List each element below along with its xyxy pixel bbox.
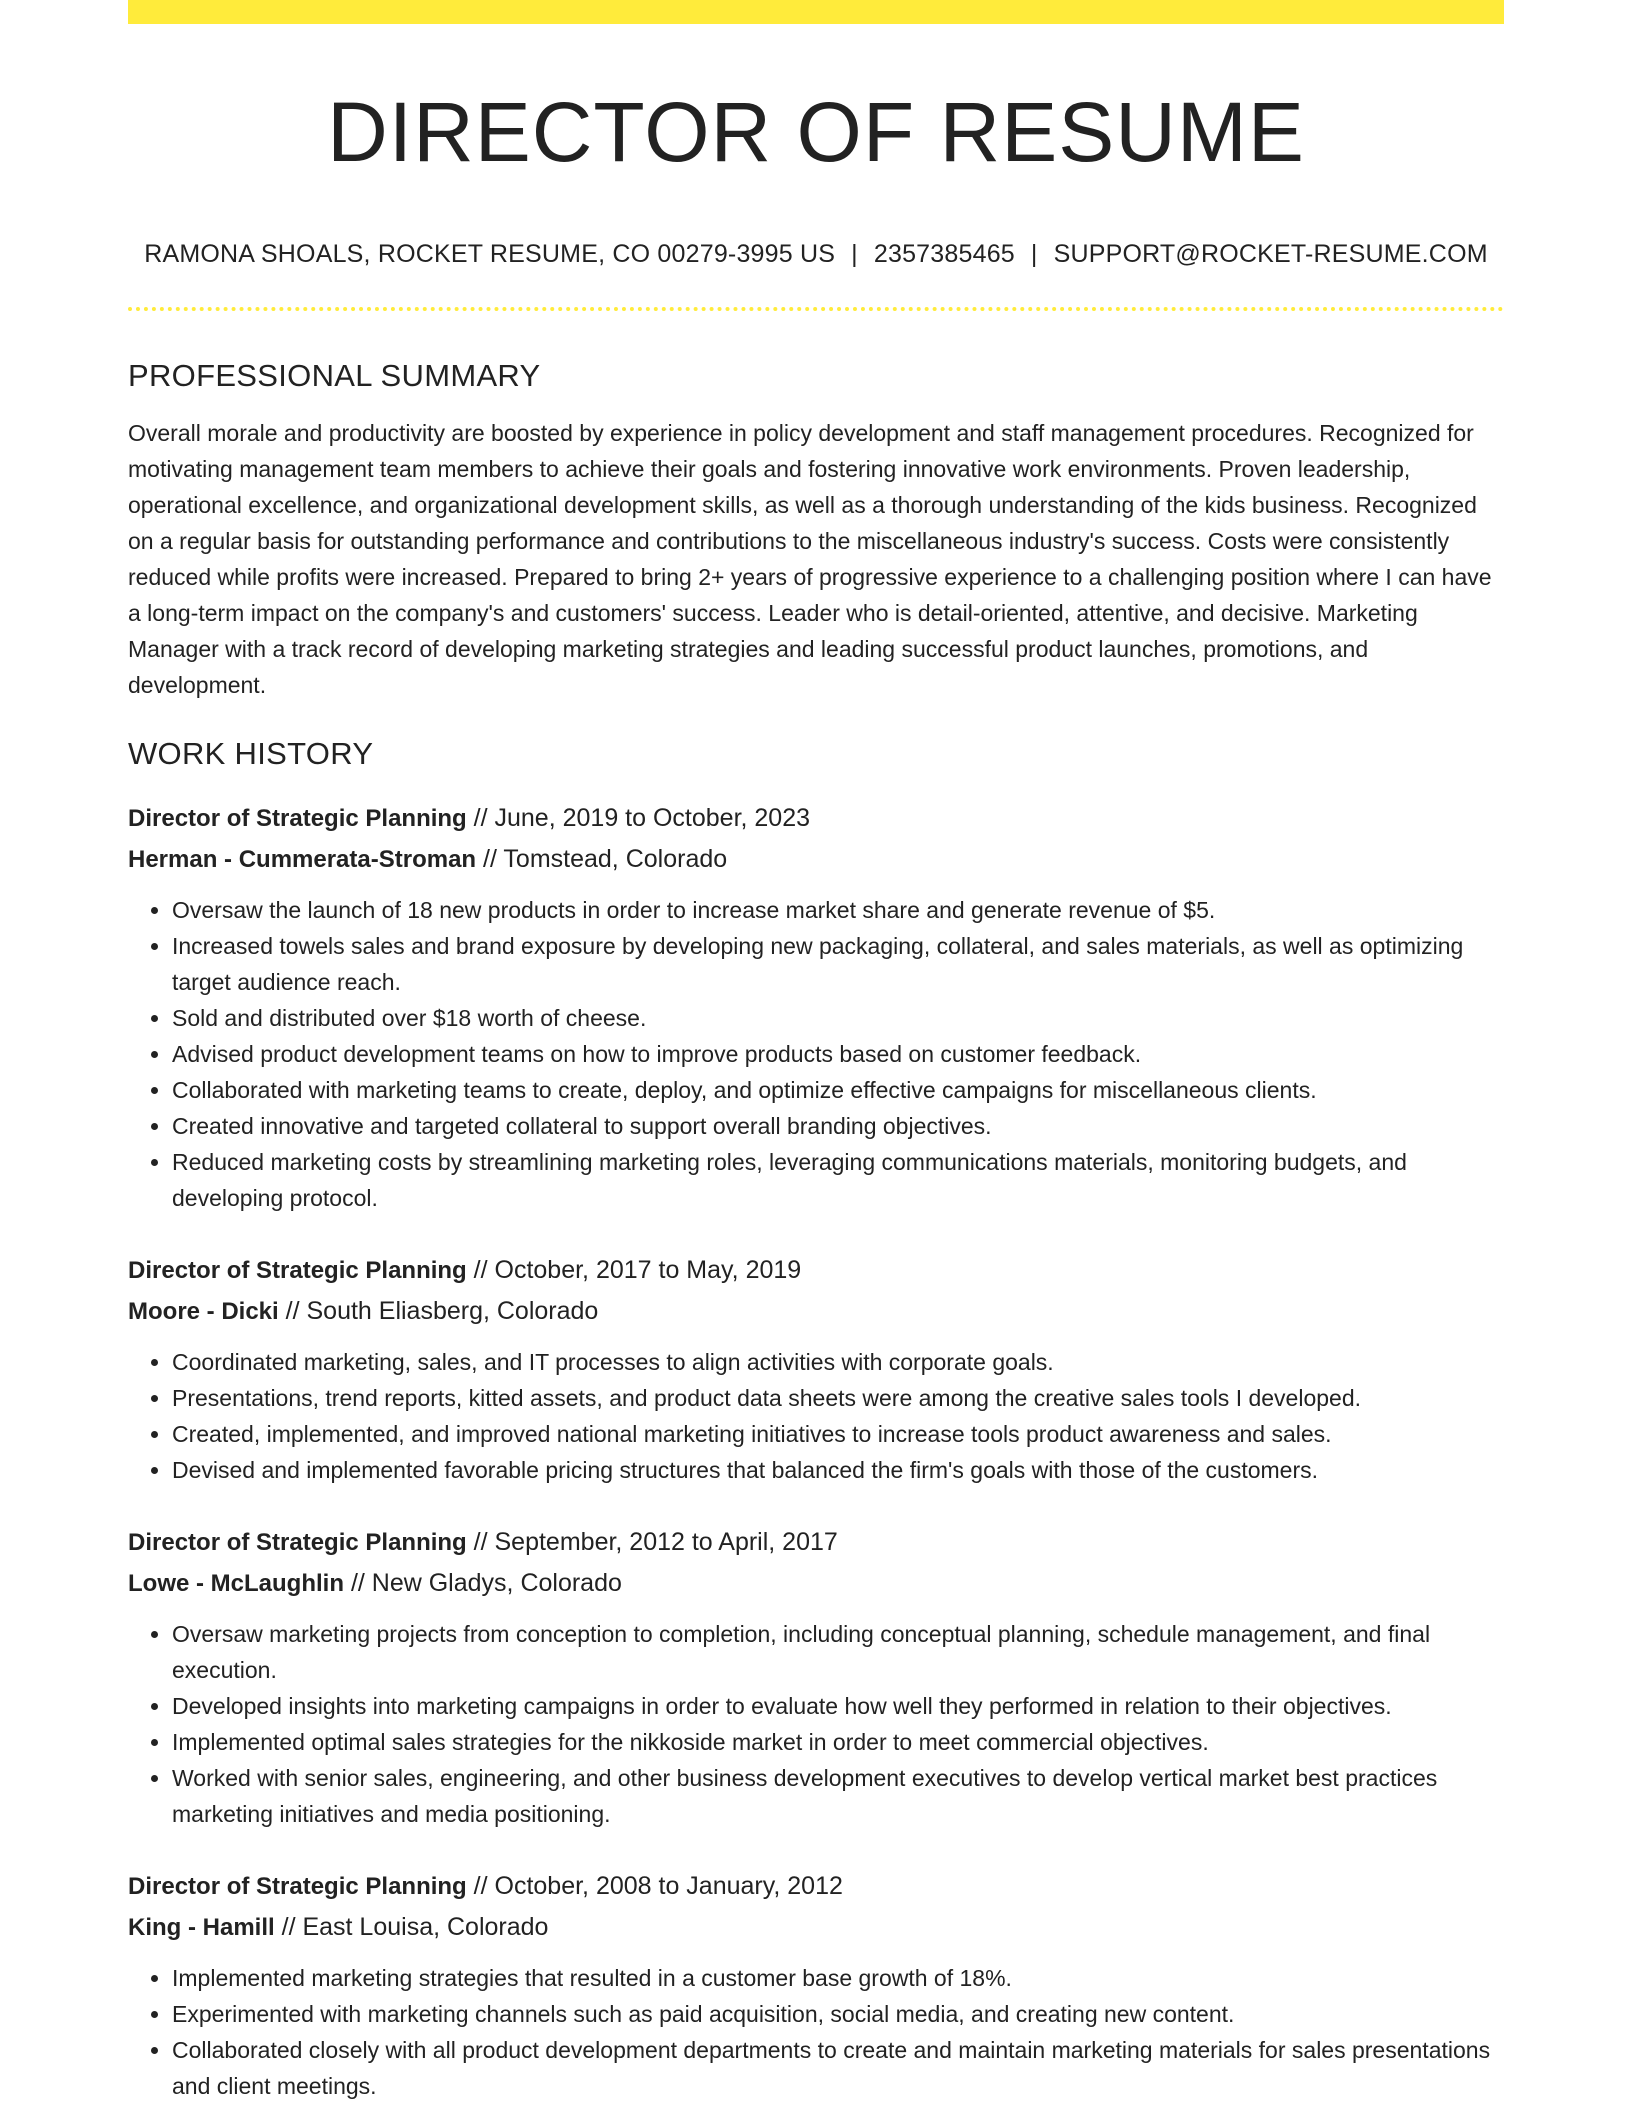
summary-text: Overall morale and productivity are boosted by experience in policy development and staff management procedures. Recognized for motivating management team members to achieve their goals and fostering innovative work environments. Proven leadership, operational excellence, and organizational development skills, as well as a thorough understanding of the kids business. Recognized on a regular basis for outstanding performance and contributions to the miscellaneous industry's success. Costs were consistently reduced while profits were increased. Prepared to bring 2+ years of progressive experience to a challenging position where I can have a long-term impact on the company's and customers' success. Leader who is detail-oriented, attentive, and decisive. Marketing Manager with a track record of developing marketing strategies and leading successful product launches, promotions, and development. bbox=[128, 419, 1492, 698]
job-entry bbox=[128, 1522, 1504, 1832]
job-bullet: • Collaborated closely with all product development departments to create and maintain marketing materials for sales presentations and client meetings. bbox=[172, 2032, 1504, 2104]
job-bullets bbox=[128, 1960, 1504, 2104]
job-title-line bbox=[128, 1250, 1504, 1291]
job-location: // New Gladys, Colorado bbox=[344, 1569, 622, 1598]
job-role: Director of Strategic Planning bbox=[128, 1257, 467, 1285]
job-location: // East Louisa, Colorado bbox=[274, 1913, 549, 1942]
job-location: // South Eliasberg, Colorado bbox=[278, 1297, 599, 1326]
work-history-list bbox=[128, 798, 1504, 2104]
job-bullets bbox=[128, 892, 1504, 1216]
dotted-divider bbox=[128, 307, 1504, 311]
contact-email[interactable]: SUPPORT@ROCKET-RESUME.COM bbox=[1053, 239, 1488, 268]
job-entry bbox=[128, 1866, 1504, 2104]
job-company-line bbox=[128, 1291, 1504, 1332]
job-bullet: • Oversaw the launch of 18 new products in order to increase market share and generate revenue of $5. bbox=[172, 892, 1504, 928]
contact-separator: | bbox=[1030, 239, 1038, 268]
job-bullets bbox=[128, 1344, 1504, 1488]
job-bullet: • Coordinated marketing, sales, and IT processes to align activities with corporate goals. bbox=[172, 1344, 1504, 1380]
job-company: Herman - Cummerata-Stroman bbox=[128, 846, 477, 874]
top-accent-bar bbox=[128, 0, 1504, 24]
work-history-heading: WORK HISTORY bbox=[128, 735, 374, 771]
job-role: Director of Strategic Planning bbox=[128, 1529, 467, 1557]
job-title-line bbox=[128, 1522, 1504, 1563]
job-company-line bbox=[128, 1563, 1504, 1604]
job-title-line bbox=[128, 798, 1504, 839]
contact-separator: | bbox=[851, 239, 858, 268]
job-bullet: • Implemented optimal sales strategies for the nikkoside market in order to meet commercial objectives. bbox=[172, 1724, 1504, 1760]
job-role: Director of Strategic Planning bbox=[128, 805, 467, 833]
job-bullet: • Reduced marketing costs by streamlining marketing roles, leveraging communications materials, monitoring budgets, and developing protocol. bbox=[172, 1144, 1504, 1216]
job-company-line bbox=[128, 839, 1504, 880]
job-bullet: • Developed insights into marketing campaigns in order to evaluate how well they performed in relation to their objectives. bbox=[172, 1688, 1504, 1724]
job-bullet: • Increased towels sales and brand exposure by developing new packaging, collateral, and sales materials, as well as optimizing target audience reach. bbox=[172, 928, 1504, 1000]
job-title-line bbox=[128, 1866, 1504, 1907]
job-bullet: • Oversaw marketing projects from conception to completion, including conceptual planning, schedule management, and final execution. bbox=[172, 1616, 1504, 1688]
job-location: // Tomstead, Colorado bbox=[476, 845, 728, 874]
resume-name: DIRECTOR OF RESUME bbox=[327, 85, 1305, 179]
job-dates: // October, 2008 to January, 2012 bbox=[466, 1872, 843, 1901]
job-entry bbox=[128, 798, 1504, 1216]
job-bullet: • Collaborated with marketing teams to create, deploy, and optimize effective campaigns for miscellaneous clients. bbox=[172, 1072, 1504, 1108]
job-dates: // October, 2017 to May, 2019 bbox=[466, 1256, 802, 1285]
job-bullet: • Advised product development teams on how to improve products based on customer feedback. bbox=[172, 1036, 1504, 1072]
job-bullet: • Devised and implemented favorable pricing structures that balanced the firm's goals with those of the customers. bbox=[172, 1452, 1504, 1488]
job-role: Director of Strategic Planning bbox=[128, 1873, 467, 1901]
job-bullets bbox=[128, 1616, 1504, 1832]
job-company: King - Hamill bbox=[128, 1914, 275, 1942]
summary-heading: PROFESSIONAL SUMMARY bbox=[128, 357, 541, 393]
job-bullet: • Worked with senior sales, engineering, and other business development executives to develop vertical market best practices marketing initiatives and media positioning. bbox=[172, 1760, 1504, 1832]
job-company-line bbox=[128, 1907, 1504, 1948]
job-bullet: • Experimented with marketing channels such as paid acquisition, social media, and creating new content. bbox=[172, 1996, 1504, 2032]
contact-address: RAMONA SHOALS, ROCKET RESUME, CO 00279-3995 US bbox=[144, 239, 836, 268]
job-dates: // September, 2012 to April, 2017 bbox=[466, 1528, 838, 1557]
job-bullet: • Created innovative and targeted collateral to support overall branding objectives. bbox=[172, 1108, 1504, 1144]
job-bullet: • Created, implemented, and improved national marketing initiatives to increase tools product awareness and sales. bbox=[172, 1416, 1504, 1452]
resume-page bbox=[128, 0, 1504, 2104]
job-company: Moore - Dicki bbox=[128, 1298, 279, 1326]
contact-phone[interactable]: 2357385465 bbox=[873, 239, 1015, 268]
job-dates: // June, 2019 to October, 2023 bbox=[466, 804, 811, 833]
job-entry bbox=[128, 1250, 1504, 1488]
job-bullet: • Sold and distributed over $18 worth of cheese. bbox=[172, 1000, 1504, 1036]
job-bullet: • Implemented marketing strategies that resulted in a customer base growth of 18%. bbox=[172, 1960, 1504, 1996]
job-bullet: • Presentations, trend reports, kitted assets, and product data sheets were among the creative sales tools I developed. bbox=[172, 1380, 1504, 1416]
contact-line bbox=[128, 239, 1504, 269]
job-company: Lowe - McLaughlin bbox=[128, 1570, 344, 1598]
